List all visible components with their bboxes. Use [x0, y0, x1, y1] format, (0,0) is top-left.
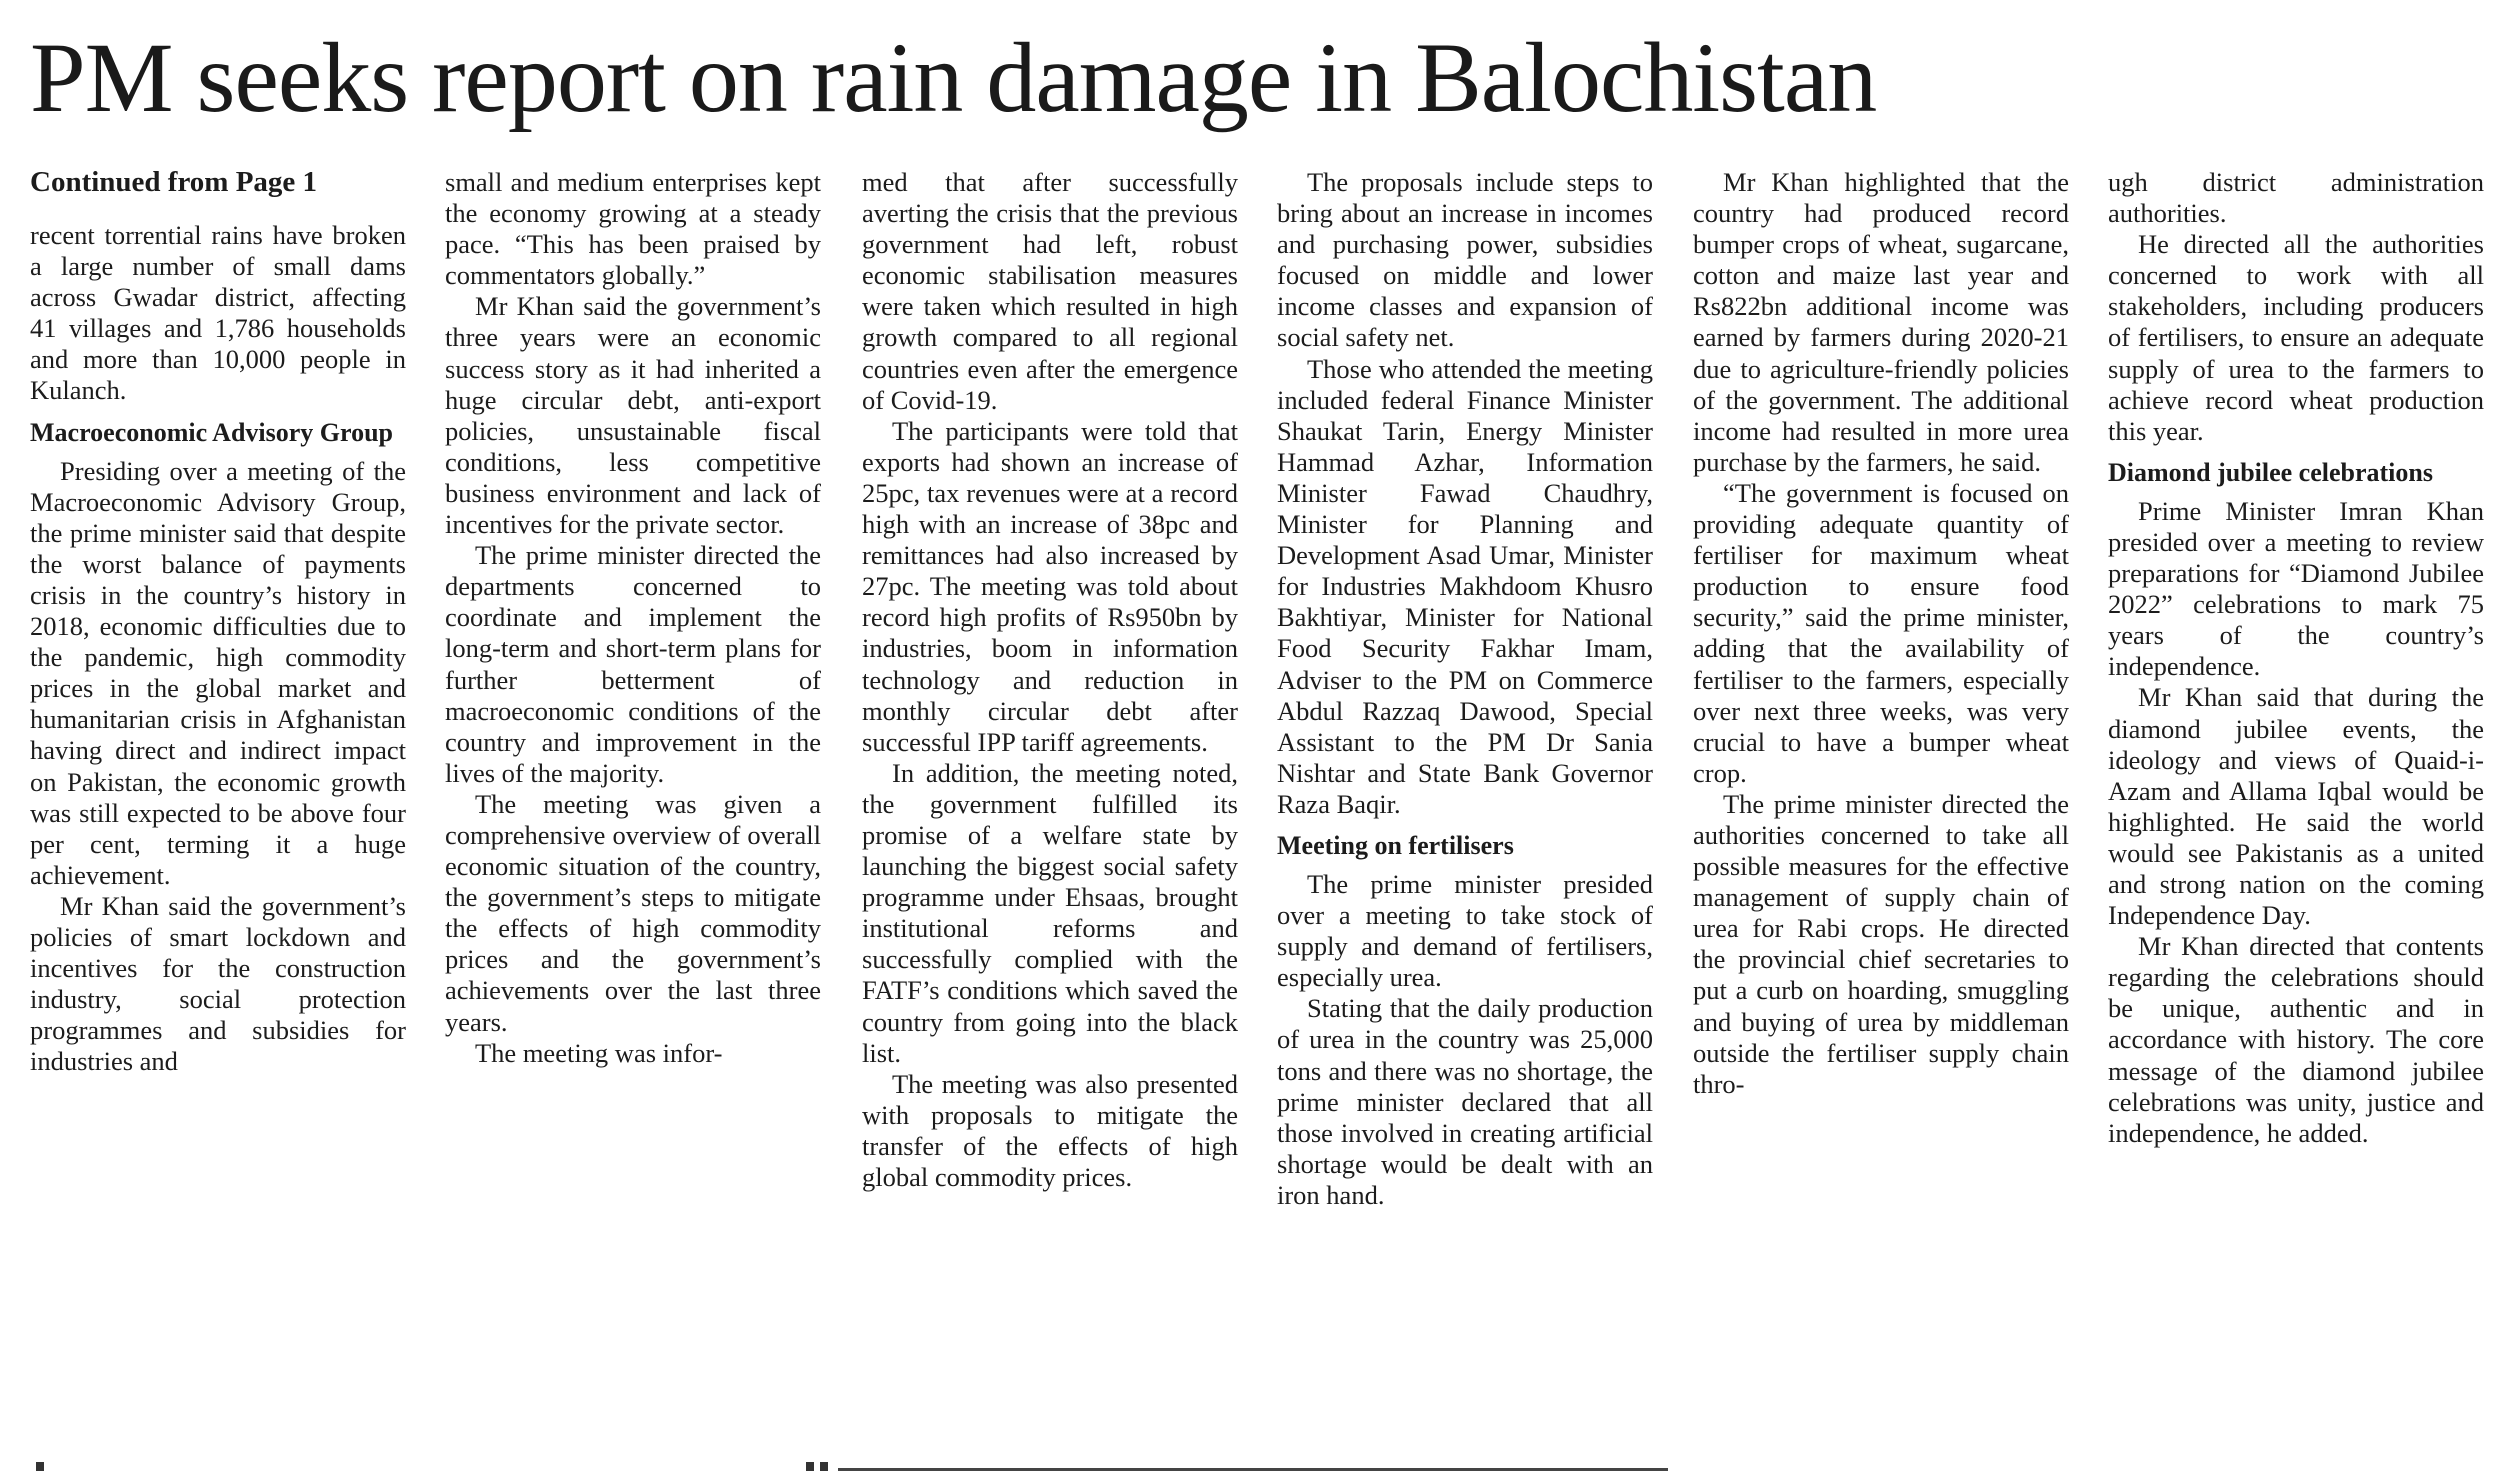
paragraph: Mr Khan said the government’s policies of smart lockdown and incentives for the construction industry, social protection programmes and subsidies for industries and [30, 890, 406, 1077]
section-heading: Meeting on fertilisers [1277, 830, 1514, 860]
paragraph: Mr Khan said the government’s three years were an economic success story as it had inherited a huge circular debt, anti-export policies, unsustainable fiscal conditions, less competitive business environment and lack of incentives for the private sector. [445, 291, 821, 540]
article-column-3 [862, 167, 1238, 1193]
section-heading: Continued from Page 1 [30, 166, 318, 198]
section-heading: Diamond jubilee celebrations [2108, 457, 2433, 487]
paragraph: The proposals include steps to bring about an increase in incomes and purchasing power, subsidies focused on middle and lower income classes and expansion of social safety net. [1277, 167, 1653, 353]
article-column-6 [2108, 167, 2484, 1149]
paragraph: ugh district administration authorities. [2108, 167, 2484, 229]
paragraph: The meeting was given a comprehensive overview of overall economic situation of the country, the government’s steps to mitigate the effects of high commodity prices and the government’s achievements over the last three years. [445, 788, 821, 1037]
paragraph: The prime minister directed the authorities concerned to take all possible measures for the effective management of supply chain of urea for Rabi crops. He directed the provincial chief secretaries to put a curb on hoarding, smuggling and buying of urea by middleman outside the fertiliser supply chain thro- [1693, 788, 2069, 1099]
crop-mark [36, 1462, 44, 1471]
paragraph: He directed all the authorities concerned to work with all stakeholders, including producers of fertilisers, to ensure an adequate supply of urea to the farmers to achieve record wheat production this year. [2108, 229, 2484, 446]
article-column-4 [1277, 167, 1653, 1211]
paragraph: Mr Khan highlighted that the country had produced record bumper crops of wheat, sugarcane, cotton and maize last year and Rs822bn additional income was earned by farmers during 2020-21 due to agriculture-friendly policies of the government. The additional income had resulted in more urea purchase by the farmers, he said. [1693, 167, 2069, 477]
crop-mark [806, 1462, 814, 1471]
paragraph: Stating that the daily production of urea in the country was 25,000 tons and there was no shortage, the prime minister declared that all those involved in creating artificial shortage would be dealt with an iron hand. [1277, 993, 1653, 1210]
article-column-2 [445, 167, 821, 1069]
paragraph: med that after successfully averting the crisis that the previous government had left, robust economic stabilisation measures were taken which resulted in high growth compared to all regional countries even after the emergence of Covid-19. [862, 167, 1238, 415]
paragraph: In addition, the meeting noted, the government fulfilled its promise of a welfare state by launching the biggest social safety programme under Ehsaas, brought institutional reforms and successfully complied with the FATF’s conditions which saved the country from going into the black list. [862, 757, 1238, 1068]
paragraph: Mr Khan said that during the diamond jubilee events, the ideology and views of Quaid-i-Azam and Allama Iqbal would be highlighted. He said the world would see Pakistanis as a united and strong nation on the coming Independence Day. [2108, 682, 2484, 931]
paragraph: Presiding over a meeting of the Macroeconomic Advisory Group, the prime minister said that despite the worst balance of payments crisis in the country’s history in 2018, economic difficulties due to the pandemic, high commodity prices in the global market and humanitarian crisis in Afghanistan having direct and indirect impact on Pakistan, the economic growth was still expected to be above four per cent, terming it a huge achievement. [30, 455, 406, 890]
headline: PM seeks report on rain damage in Balochistan [30, 22, 1877, 133]
section-heading: Macroeconomic Advisory Group [30, 417, 394, 447]
paragraph: “The government is focused on providing adequate quantity of fertiliser for maximum wheat production to ensure food security,” said the prime minister, adding that the availability of fertiliser to the farmers, especially over next three weeks, was very crucial to have a bumper wheat crop. [1693, 477, 2069, 788]
paragraph: Mr Khan directed that contents regarding the celebrations should be unique, authentic and in accordance with history. The core message of the diamond jubilee celebrations was unity, justice and independence, he added. [2108, 931, 2484, 1148]
crop-mark [820, 1462, 828, 1471]
paragraph: The prime minister presided over a meeting to take stock of supply and demand of fertilisers, especially urea. [1277, 868, 1653, 993]
paragraph: The prime minister directed the departments concerned to coordinate and implement the long-term and short-term plans for further betterment of macroeconomic conditions of the country and improvement in the lives of the majority. [445, 540, 821, 788]
paragraph: small and medium enterprises kept the economy growing at a steady pace. “This has been praised by commentators globally.” [445, 167, 821, 291]
paragraph: Those who attended the meeting included federal Finance Minister Shaukat Tarin, Energy Minister Hammad Azhar, Information Minister Fawad Chaudhry, Minister for Planning and Development Asad Umar, Minister for Industries Makhdoom Khusro Bakhtiyar, Minister for National Food Security Fakhar Imam, Adviser to the PM on Commerce Abdul Razzaq Dawood, Special Assistant to the PM Dr Sania Nishtar and State Bank Governor Raza Baqir. [1277, 353, 1653, 819]
paragraph: recent torrential rains have broken a large number of small dams across Gwadar district, affecting 41 villages and 1,786 households and more than 10,000 people in Kulanch. [30, 220, 406, 406]
paragraph: The participants were told that exports had shown an increase of 25pc, tax revenues were at a record high with an increase of 38pc and remittances had also increased by 27pc. The meeting was told about record high profits of Rs950bn by industries, boom in information technology and reduction in monthly circular debt after successful IPP tariff agreements. [862, 415, 1238, 757]
paragraph: Prime Minister Imran Khan presided over a meeting to review preparations for “Diamond Jubilee 2022” celebrations to mark 75 years of the country’s independence. [2108, 495, 2484, 682]
article-column-5 [1693, 167, 2069, 1100]
article-column-1 [30, 167, 406, 1077]
paragraph: The meeting was also presented with proposals to mitigate the transfer of the effects of high global commodity prices. [862, 1068, 1238, 1192]
paragraph: The meeting was infor- [475, 1037, 723, 1068]
